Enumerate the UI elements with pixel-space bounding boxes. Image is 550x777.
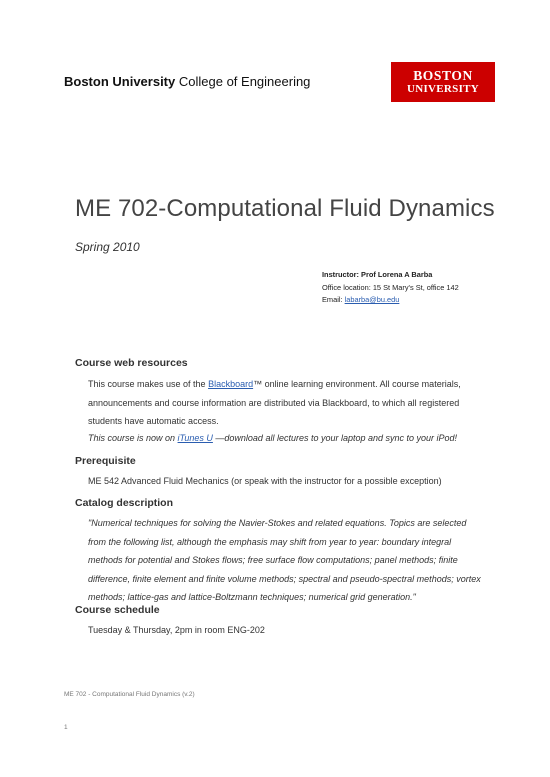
instructor-line [322,269,459,282]
course-schedule-text: Tuesday & Thursday, 2pm in room ENG-202 [88,625,265,635]
heading-prerequisite: Prerequisite [75,455,136,467]
logo-line-university: UNIVERSITY [406,83,480,95]
catalog-description-text: "Numerical techniques for solving the Navier-Stokes and related equations. Topics are selected from the following list, although the emphasis may shift from year to year: boundary integral methods for potential and Stokes flows; free surface flow computations; panel methods; finite difference, finite element and finite volume methods; spectral and pseudo-spectral methods; vortex methods; lattice-gas and lattice-Boltzmann techniques; numerical grid generation." [88,518,481,602]
email-label: Email: [322,295,343,305]
heading-catalog-description: Catalog description [75,497,174,509]
page-number: 1 [64,724,68,731]
web-text-b: ™ online learning environment. All course materials, announcements and course information are distributed via Blackboard, to which all registered students have automatic access. [88,379,461,426]
instructor-name: Prof Lorena A Barba [361,270,433,279]
office-location: 15 St Mary's St, office 142 [372,282,459,292]
office-label: Office location: [322,282,371,292]
itunes-text-b: —download all lectures to your laptop and sync to your iPod! [212,433,458,443]
logo-line-boston: BOSTON [413,68,473,83]
web-text-a: This course makes use of the [88,379,209,389]
instructor-label: Instructor: [322,270,359,279]
itunes-text-a: This course is now on [88,433,178,443]
instructor-info [322,269,459,307]
college-brand [64,74,310,89]
email-link[interactable]: labarba@bu.edu [344,295,400,305]
prerequisite-text: ME 542 Advanced Fluid Mechanics (or speak with the instructor for a possible exception) [88,476,442,486]
course-title: ME 702-Computational Fluid Dynamics [75,195,495,222]
email-line [322,294,459,307]
brand-college: College of Engineering [178,74,311,89]
brand-university: Boston University [64,74,176,89]
office-line [322,282,459,295]
boston-university-logo [391,62,495,102]
itunes-u-link[interactable]: iTunes U [177,433,213,443]
heading-course-schedule: Course schedule [75,604,160,616]
blackboard-link[interactable]: Blackboard [208,379,254,389]
course-semester: Spring 2010 [75,240,140,254]
web-resources-paragraph [88,375,488,431]
heading-web-resources: Course web resources [75,357,188,369]
footer-text: ME 702 - Computational Fluid Dynamics (v.2) [64,691,195,698]
itunes-paragraph [88,429,488,448]
